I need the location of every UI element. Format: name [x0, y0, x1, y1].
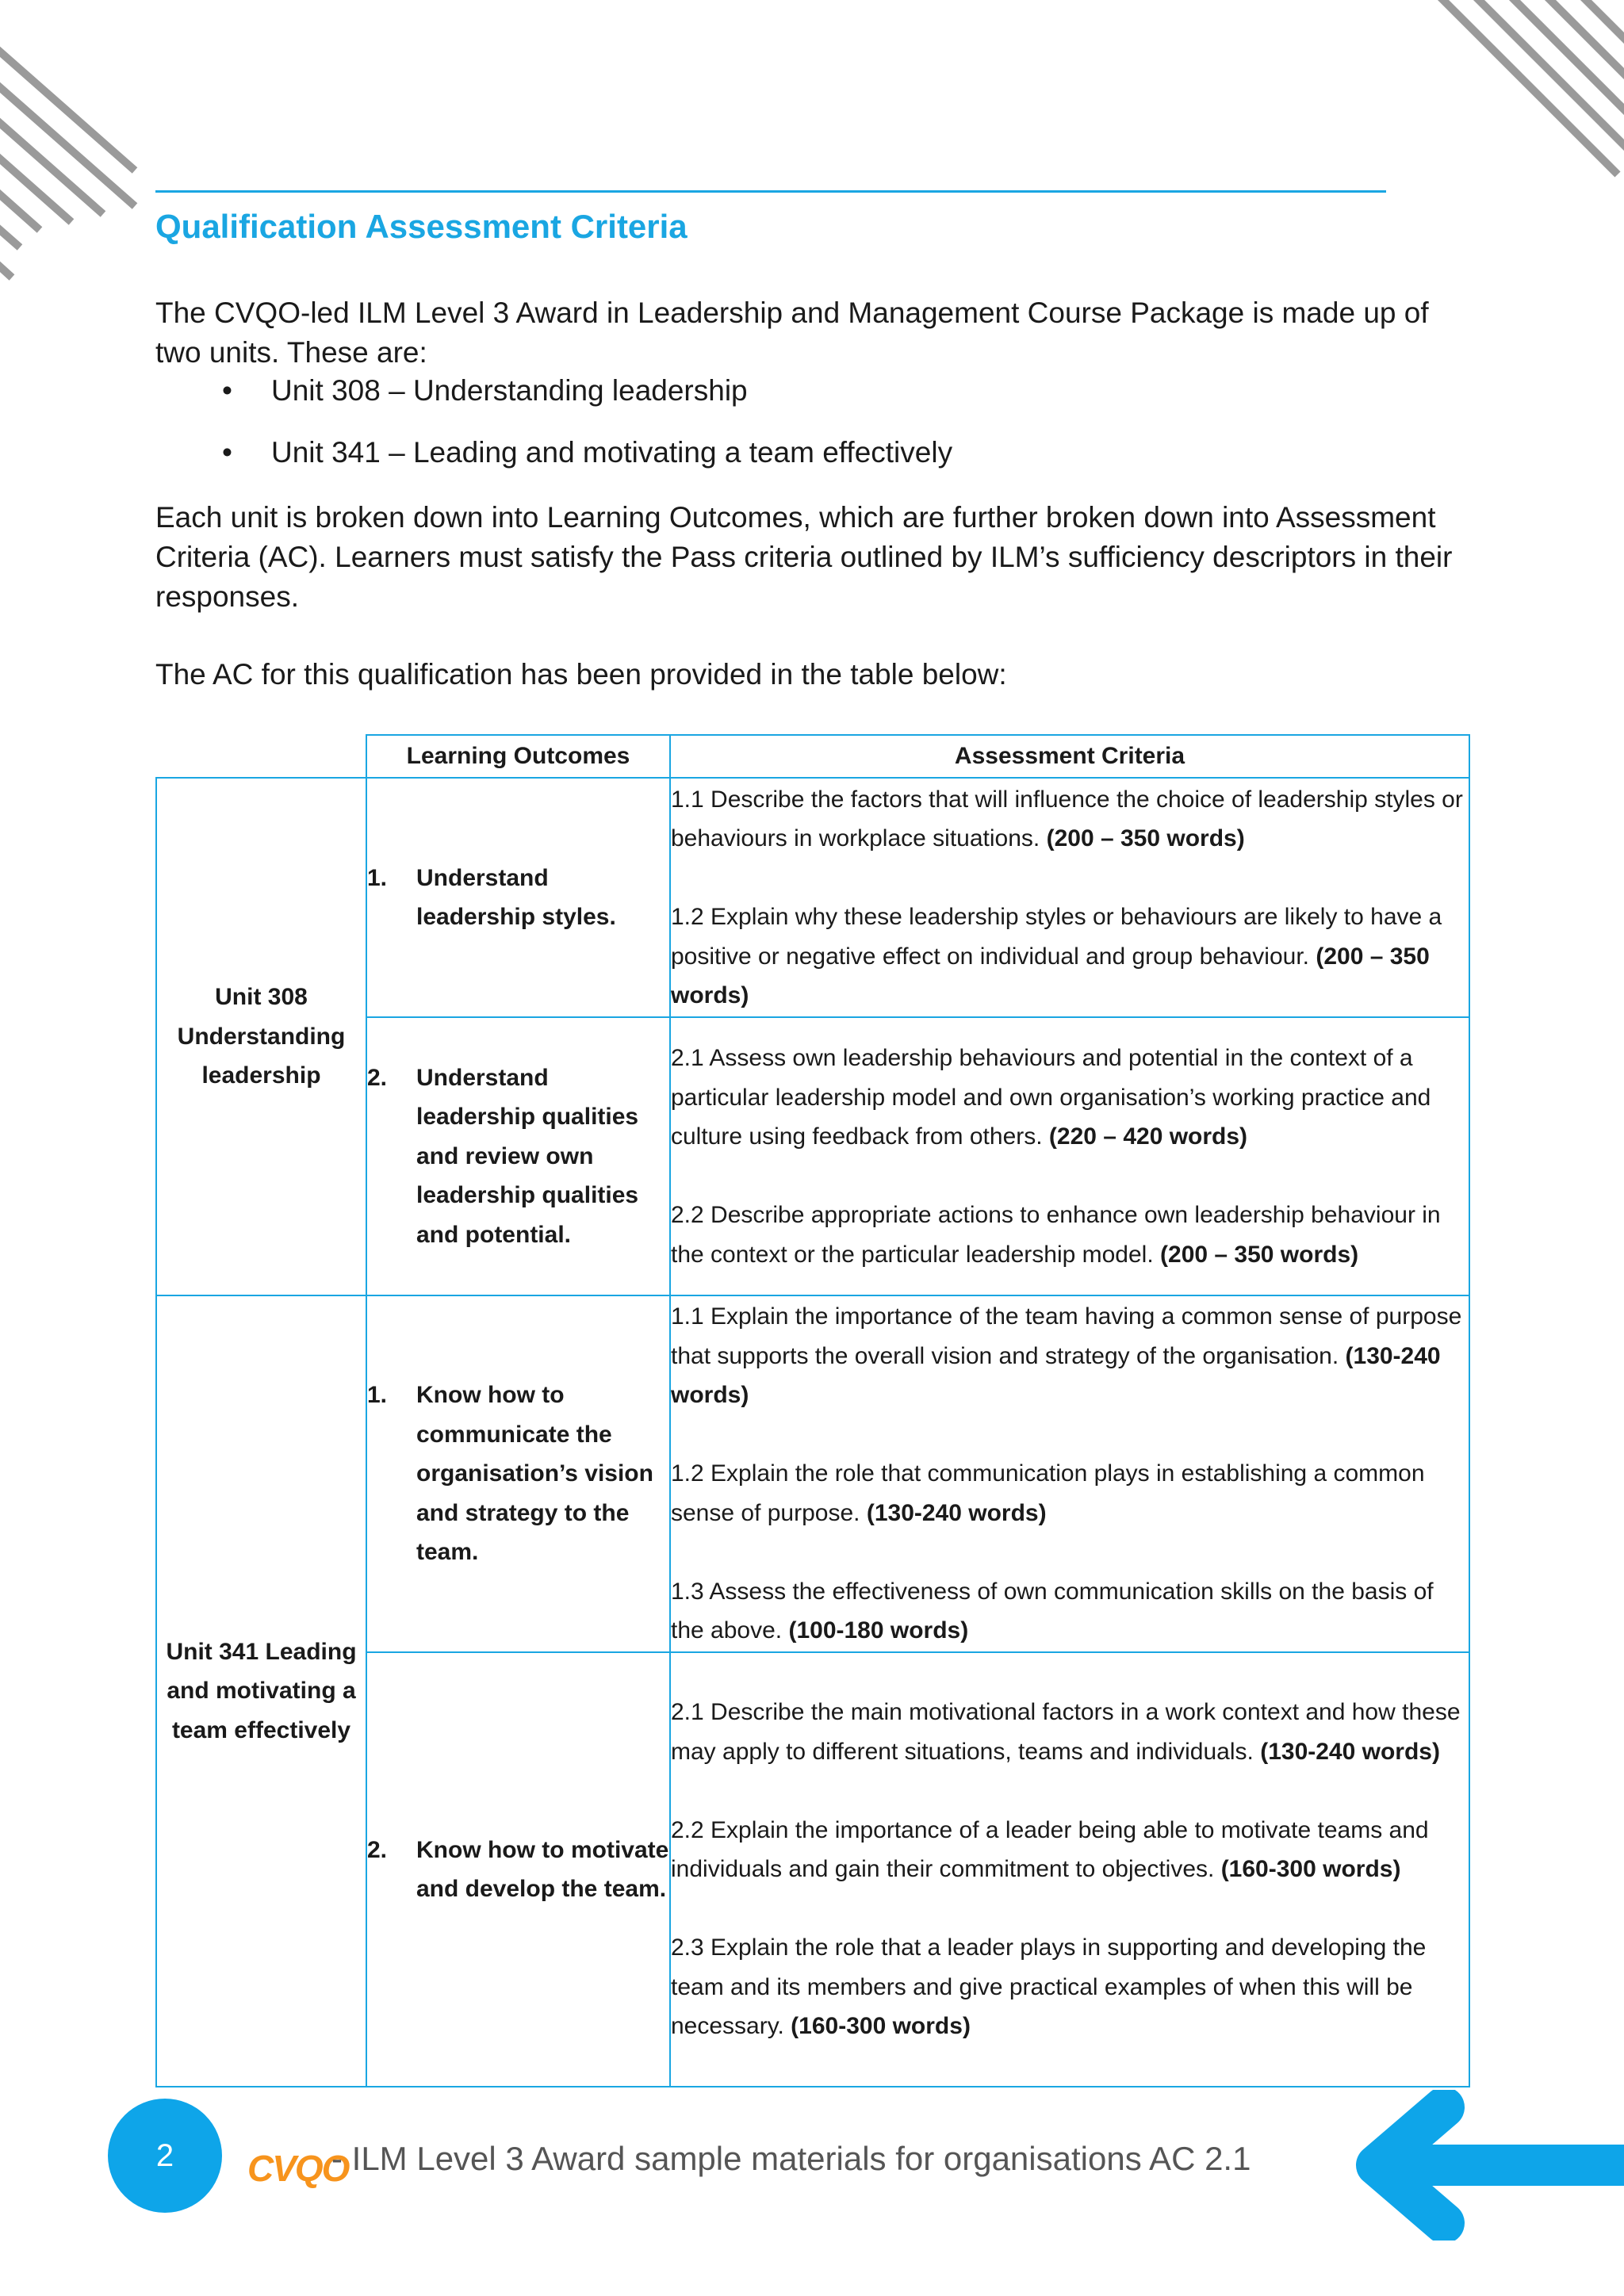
learning-outcome-cell	[366, 1295, 670, 1652]
word-count: (100-180 words)	[788, 1617, 969, 1644]
outcome-text: Know how to motivate and develop the team.	[416, 1836, 669, 1902]
word-count: (160-300 words)	[1220, 1856, 1401, 1883]
word-count: (130-240 words)	[671, 1342, 1441, 1409]
word-count: (130-240 words)	[866, 1499, 1047, 1526]
outcome-number: 2.	[367, 1064, 388, 1091]
learning-outcome-cell	[366, 1652, 670, 2087]
header-learning-outcomes: Learning Outcomes	[366, 735, 670, 778]
footer-text: - ILM Level 3 Award sample materials for organisations AC 2.1	[331, 2140, 1251, 2177]
outcome-number: 1.	[367, 864, 388, 891]
table-row	[156, 778, 1469, 1017]
criterion: 1.1 Describe the factors that will influence the choice of leadership styles or behaviours in workplace situations. (200 – 350 words)	[671, 786, 1463, 851]
criterion: 2.1 Describe the main motivational factors in a work context and how these may apply to different situations, teams and individuals. (130-240 words)	[671, 1699, 1461, 1765]
criteria-cell	[670, 778, 1469, 1017]
unit-cell: Unit 308 Understanding leadership	[156, 778, 366, 1295]
criterion: 1.3 Assess the effectiveness of own communication skills on the basis of the above. (100-180 words)	[671, 1578, 1434, 1644]
learning-outcome-cell	[366, 1017, 670, 1295]
header-rule	[155, 190, 1386, 193]
stripes-decoration-left	[0, 0, 159, 301]
header-assessment-criteria: Assessment Criteria	[670, 735, 1469, 778]
page-number: 2	[108, 2099, 222, 2213]
criterion: 1.1 Explain the importance of the team having a common sense of purpose that supports the overall vision and strategy of the organisation. (130-240 words)	[671, 1303, 1462, 1409]
word-count: (200 – 350 words)	[1046, 825, 1245, 851]
outcome-text: Understand leadership styles.	[416, 864, 616, 930]
learning-outcomes-paragraph: Each unit is broken down into Learning Outcomes, which are further broken down into Assessment Criteria (AC). Learners must satisfy the Pass criteria outlined by ILM’s sufficiency descriptors in their responses.	[155, 501, 1453, 613]
criterion: 2.1 Assess own leadership behaviours and potential in the context of a particular leadership model and own organisation’s working practice and culture using feedback from others. (220 – 420 words)	[671, 1045, 1431, 1150]
outcome-number: 2.	[367, 1836, 388, 1863]
word-count: (200 – 350 words)	[1160, 1241, 1359, 1268]
criteria-cell	[670, 1652, 1469, 2087]
word-count: (130-240 words)	[1260, 1738, 1440, 1765]
criterion: 2.3 Explain the role that a leader plays in supporting and developing the team and its members and give practical examples of when this will be necessary. (160-300 words)	[671, 1934, 1427, 2040]
criterion: 1.2 Explain why these leadership styles or behaviours are likely to have a positive or negative effect on individual and group behaviour. (200 – 350 words)	[671, 904, 1442, 1008]
learning-outcome-cell	[366, 778, 670, 1017]
cvqo-logo: CVQO	[247, 2148, 349, 2189]
criterion: 2.2 Explain the importance of a leader being able to motivate teams and individuals and gain their commitment to objectives. (160-300 words)	[671, 1816, 1429, 1883]
outcome-number: 1.	[367, 1382, 388, 1409]
word-count: (200 – 350 words)	[671, 943, 1430, 1008]
bullet-glyph: •	[222, 436, 232, 469]
intro-paragraph: The CVQO-led ILM Level 3 Award in Leadership and Management Course Package is made up of two units. These are:	[155, 297, 1429, 369]
back-arrow-icon[interactable]	[1353, 2090, 1624, 2241]
outcome-text: Understand leadership qualities and review own leadership qualities and potential.	[416, 1064, 639, 1248]
criterion: 1.2 Explain the role that communication plays in establishing a common sense of purpose. (130-240 words)	[671, 1460, 1425, 1526]
list-item-text: Unit 341 – Leading and motivating a team effectively	[271, 436, 953, 469]
criteria-cell	[670, 1017, 1469, 1295]
criteria-cell	[670, 1295, 1469, 1652]
stripes-decoration-right	[1419, 0, 1624, 206]
assessment-criteria-table	[155, 734, 1470, 2087]
word-count: (160-300 words)	[791, 2013, 971, 2040]
table-row	[156, 1295, 1469, 1652]
criterion: 2.2 Describe appropriate actions to enhance own leadership behaviour in the context or the particular leadership model. (200 – 350 words)	[671, 1202, 1441, 1268]
word-count: (220 – 420 words)	[1048, 1123, 1248, 1150]
header-blank-cell	[156, 735, 366, 778]
bullet-glyph: •	[222, 374, 232, 407]
table-intro-paragraph: The AC for this qualification has been provided in the table below:	[155, 658, 1007, 691]
table-header-row	[156, 735, 1469, 778]
outcome-text: Know how to communicate the organisation’s vision and strategy to the team.	[416, 1382, 653, 1566]
page-title: Qualification Assessment Criteria	[155, 208, 688, 245]
list-item-text: Unit 308 – Understanding leadership	[271, 374, 748, 407]
unit-cell: Unit 341 Leading and motivating a team effectively	[156, 1295, 366, 2087]
